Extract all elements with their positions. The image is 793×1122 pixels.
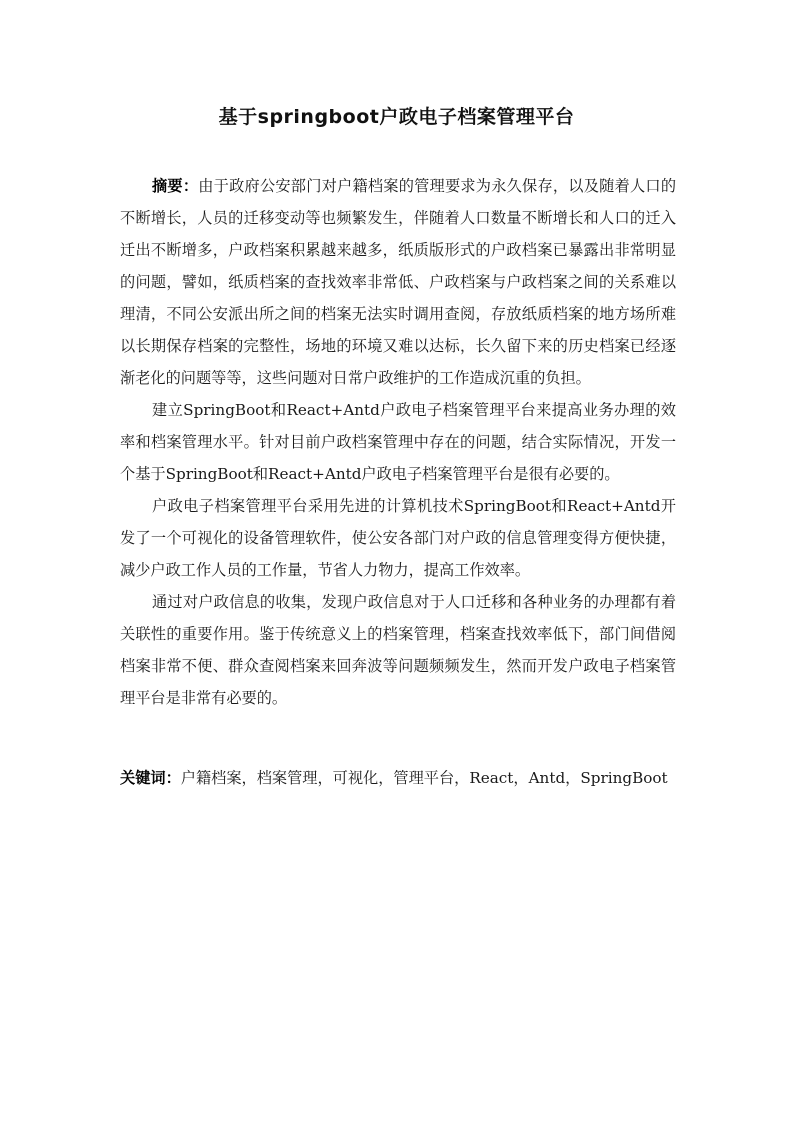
abstract-body: [120, 170, 676, 714]
abstract-paragraph-2: 建立SpringBoot和React+Antd户政电子档案管理平台来提高业务办理的效率和档案管理水平。针对目前户政档案管理中存在的问题，结合实际情况，开发一个基于SpringBoot和React+Antd户政电子档案管理平台是很有必要的。: [120, 401, 676, 483]
keywords-label: 关键词：: [120, 769, 181, 787]
document-title: 基于springboot户政电子档案管理平台: [218, 106, 575, 128]
abstract-paragraph-3: 户政电子档案管理平台采用先进的计算机技术SpringBoot和React+Antd开发了一个可视化的设备管理软件，使公安各部门对户政的信息管理变得方便快捷，减少户政工作人员的工作量，节省人力物力，提高工作效率。: [120, 497, 676, 579]
keywords-line: [120, 762, 690, 794]
abstract-paragraph-4: 通过对户政信息的收集，发现户政信息对于人口迁移和各种业务的办理都有着关联性的重要作用。鉴于传统意义上的档案管理，档案查找效率低下，部门间借阅档案非常不便、群众查阅档案来回奔波等问题频频发生，然而开发户政电子档案管理平台是非常有必要的。: [120, 593, 676, 707]
abstract-paragraph-1: [120, 170, 676, 394]
keywords-text: 户籍档案，档案管理，可视化，管理平台，React，Antd，SpringBoot: [180, 769, 668, 787]
abstract-paragraph-1-text: 由于政府公安部门对户籍档案的管理要求为永久保存，以及随着人口的不断增长，人员的迁移变动等也频繁发生，伴随着人口数量不断增长和人口的迁入迁出不断增多，户政档案积累越来越多，纸质版形式的户政档案已暴露出非常明显的问题，譬如，纸质档案的查找效率非常低、户政档案与户政档案之间的关系难以理清，不同公安派出所之间的档案无法实时调用查阅，存放纸质档案的地方场所难以长期保存档案的完整性，场地的环境又难以达标，长久留下来的历史档案已经逐渐老化的问题等等，这些问题对日常户政维护的工作造成沉重的负担。: [120, 177, 677, 387]
abstract-label: 摘要：: [152, 177, 199, 195]
